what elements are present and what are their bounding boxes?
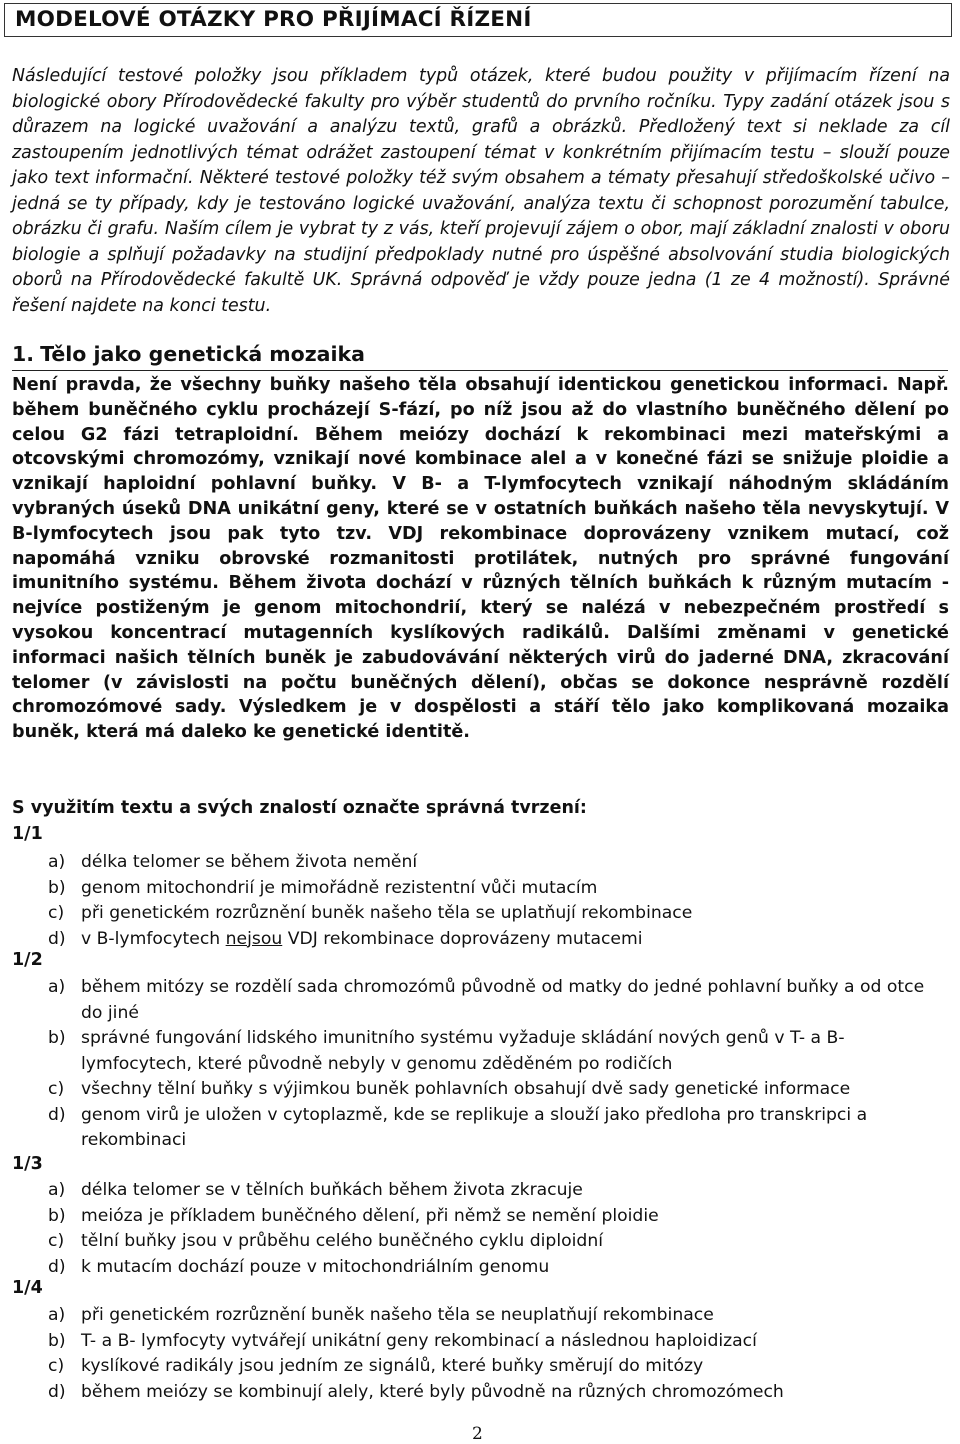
intro-paragraph: Následující testové položky jsou příkladem typů otázek, které budou použity v přijímacím řízení na biologické obory Přírodovědecké fakulty pro výběr studentů do prvního ročníku. Typy zadání otázek jsou s důrazem na logické uvažování a analýzu textů, grafů a obrázků. Předložený text si neklade za cíl zastoupením jednotlivých témat odrážet zastoupení témat v konkrétním přijímacím testu – slouží pouze jako text informační. Některé testové položky též svým obsahem a tématy přesahují středoškolské učivo – jedná se ty případy, kdy je testováno logické uvažování, analýza textu či schopnost porozumění tabulce, obrázku či grafu. Naším cílem je vybrat ty z vás, kteří projevují zájem o obor, mají základní znalosti v oboru biologie a splňují požadavky na studijní předpoklady nutné pro úspěšné absolvování studia biologických oborů na Přírodovědecké fakultě UK. Správná odpověď je vždy pouze jedna (1 ze 4 možností). Správné řešení najdete na konci testu. — [12, 66, 950, 316]
option-text: při genetickém rozrůznění buněk našeho těla se uplatňují rekombinace — [81, 903, 693, 923]
option-letter: a) — [48, 977, 66, 997]
option-text: kyslíkové radikály jsou jedním ze signálů, které buňky směrují do mitózy — [81, 1356, 704, 1376]
option-item[interactable] — [48, 1178, 950, 1204]
option-item[interactable] — [48, 1329, 950, 1355]
section-title: Tělo jako genetická mozaika — [40, 342, 365, 366]
option-item[interactable] — [48, 1303, 950, 1329]
option-letter: b) — [48, 1205, 66, 1226]
option-text: k mutacím dochází pouze v mitochondriálním genomu — [81, 1256, 550, 1277]
option-item[interactable] — [48, 1380, 950, 1406]
option-text-end: VDJ rekombinace doprovázeny mutacemi — [287, 928, 643, 949]
option-item[interactable] — [48, 1026, 950, 1077]
option-letter: b) — [48, 1330, 66, 1351]
option-letter: b) — [48, 877, 66, 898]
option-item[interactable] — [48, 1204, 950, 1230]
option-item[interactable] — [48, 850, 950, 876]
option-item[interactable] — [48, 1354, 950, 1380]
option-item[interactable] — [48, 1229, 950, 1255]
option-letter: d) — [48, 1381, 66, 1402]
option-list — [48, 1303, 950, 1405]
option-item[interactable] — [48, 975, 950, 1026]
option-text: délka telomer se v tělních buňkách během života zkracuje — [81, 1180, 583, 1200]
option-item[interactable] — [48, 901, 950, 927]
option-letter: d) — [48, 928, 66, 949]
option-text: genom mitochondrií je mimořádně rezistentní vůči mutacím — [81, 877, 598, 898]
option-letter: c) — [48, 903, 65, 923]
option-text: meióza je příkladem buněčného dělení, při němž se nemění ploidie — [81, 1205, 659, 1226]
option-item[interactable] — [48, 876, 950, 902]
section-divider — [12, 370, 948, 371]
option-letter: a) — [48, 1305, 66, 1325]
option-text: všechny tělní buňky s výjimkou buněk pohlavních obsahují dvě sady genetické informace — [81, 1079, 851, 1099]
section-body: Není pravda, že všechny buňky našeho těla obsahují identickou genetickou informaci. Např. během buněčného cyklu procházejí S-fází, po níž jsou až do vlastního buněčného dělení po celou G2 fázi tetraploidní. Během meiózy dochází k rekombinaci mezi mateřskými a otcovskými chromozómy, vznikají nové kombinace alel a v konečné fázi se snižuje ploidie a vznikají haploidní pohlavní buňky. V B- a T-lymfocytech vznikají náhodným skládáním vybraných úseků DNA unikátní geny, které se v ostatních buňkách našeho těla nevyskytují. V B-lymfocytech jsou pak tyto tzv. VDJ rekombinace doprovázeny vznikem mutací, což napomáhá vzniku obrovské rozmanitosti protilátek, nutných pro správné fungování imunitního systému. Během života dochází v různých tělních buňkách k různým mutacím - nejvíce postiženým je genom mitochondrií, který se nalézá v nebezpečném prostředí s vysokou koncentrací mutagenních kyslíkových radikálů. Dalšími změnami v genetické informaci našich tělních buněk je zabudovávání některých virů do jaderné DNA, zkracování telomer (v závislosti na počtu buněčných dělení), občas se dokonce nesprávně rozdělí chromozómové sady. Výsledkem je v dospělosti a stáří tělo jako komplikovaná mozaika buněk, která má daleko ke genetické identitě. — [12, 375, 949, 743]
question-number: 1/3 — [12, 1154, 43, 1174]
option-item[interactable] — [48, 1077, 950, 1103]
option-text: během meiózy se kombinují alely, které byly původně na různých chromozómech — [81, 1381, 784, 1402]
option-list — [48, 850, 950, 952]
page-number: 2 — [472, 1424, 483, 1444]
option-list — [48, 975, 950, 1154]
option-letter: c) — [48, 1231, 65, 1251]
question-number: 1/2 — [12, 950, 43, 970]
option-text-emphasis: nejsou — [225, 928, 283, 949]
option-item[interactable] — [48, 1103, 950, 1154]
question-instruction: S využitím textu a svých znalostí označte správná tvrzení: — [12, 798, 587, 818]
option-text: tělní buňky jsou v průběhu celého buněčného cyklu diploidní — [81, 1231, 603, 1251]
section-heading — [12, 342, 365, 366]
option-item[interactable] — [48, 927, 950, 953]
option-letter: a) — [48, 852, 66, 872]
question-number: 1/1 — [12, 824, 43, 844]
option-letter: d) — [48, 1104, 66, 1125]
option-letter: c) — [48, 1079, 65, 1099]
option-list — [48, 1178, 950, 1280]
section-number: 1. — [12, 342, 35, 366]
option-text: správné fungování lidského imunitního systému vyžaduje skládání nových genů v T- a B-lymfocytech, které původně nebyly v genomu zděděném po rodičích — [81, 1028, 845, 1074]
question-number: 1/4 — [12, 1278, 43, 1298]
option-text-start: v B-lymfocytech — [81, 928, 221, 949]
option-text: délka telomer se během života nemění — [81, 852, 418, 872]
option-item[interactable] — [48, 1255, 950, 1281]
option-letter: d) — [48, 1256, 66, 1277]
option-letter: b) — [48, 1028, 66, 1048]
option-text: T- a B- lymfocyty vytvářejí unikátní geny rekombinací a následnou haploidizací — [81, 1330, 757, 1351]
page-title: MODELOVÉ OTÁZKY PRO PŘIJÍMACÍ ŘÍZENÍ — [15, 7, 532, 32]
option-text: genom virů je uložen v cytoplazmě, kde se replikuje a slouží jako předloha pro transkripci a rekombinaci — [81, 1104, 868, 1150]
option-letter: a) — [48, 1180, 66, 1200]
option-text: během mitózy se rozdělí sada chromozómů původně od matky do jedné pohlavní buňky a od otce do jiné — [81, 977, 925, 1023]
option-letter: c) — [48, 1356, 65, 1376]
header-box — [4, 3, 952, 37]
option-text: při genetickém rozrůznění buněk našeho těla se neuplatňují rekombinace — [81, 1305, 714, 1325]
